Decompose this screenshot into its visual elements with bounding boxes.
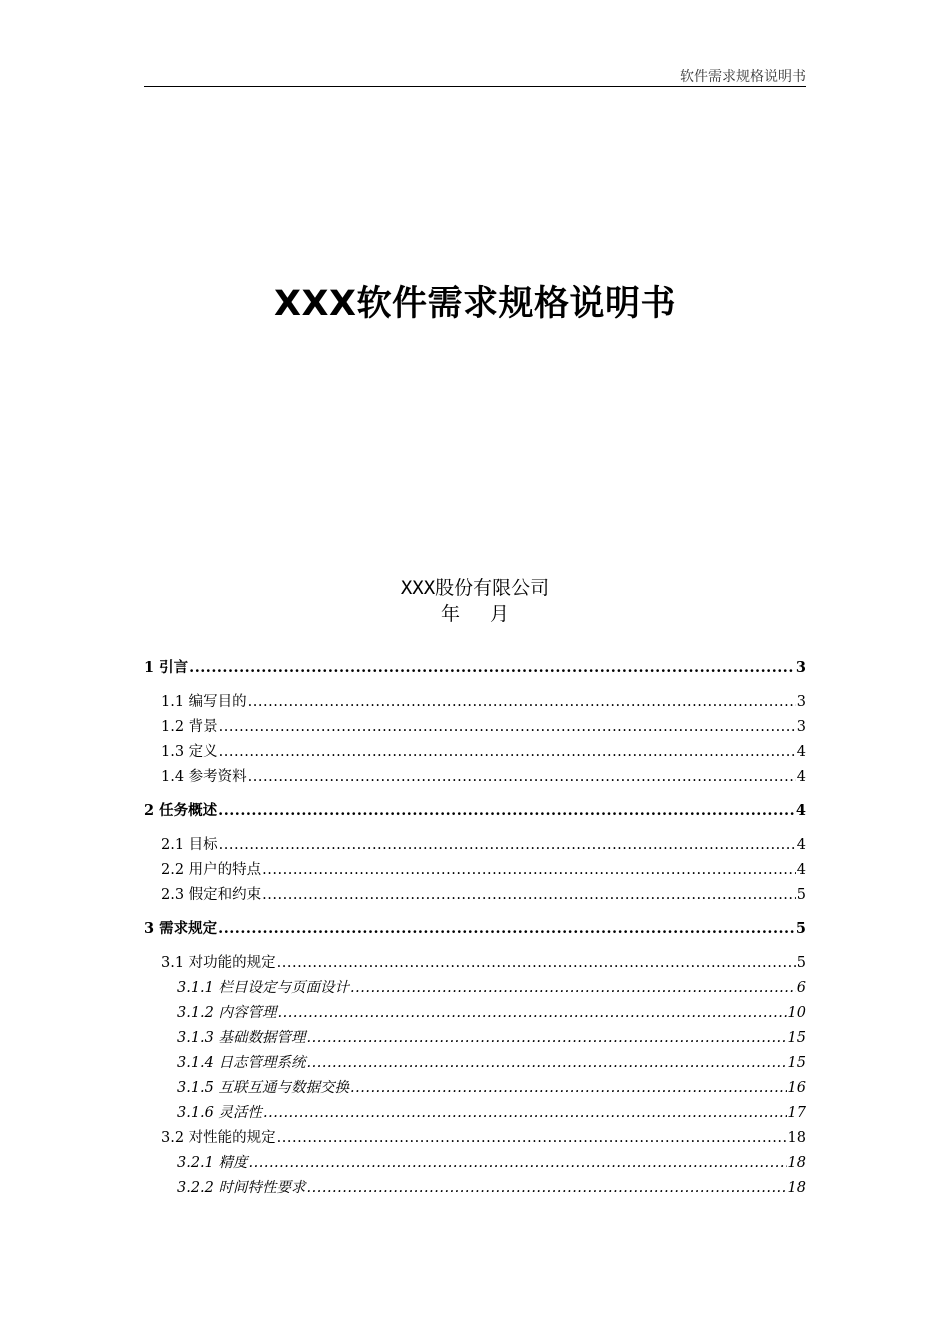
toc-entry[interactable] [144, 765, 806, 790]
toc-entry-label: 1 引言 [144, 659, 189, 676]
toc-entry-label: 3.1.6 灵活性 [177, 1105, 263, 1121]
toc-entry-label: 2.2 用户的特点 [161, 862, 262, 878]
toc-entry-page: 18 [787, 1130, 806, 1146]
toc-entry-label: 3.1.2 内容管理 [177, 1005, 277, 1021]
toc-leader-dots [262, 887, 796, 903]
toc-leader-dots [219, 837, 796, 853]
toc-entry-page: 3 [795, 659, 806, 676]
toc-entry-label: 1.2 背景 [161, 719, 218, 735]
toc-leader-dots [219, 719, 796, 735]
toc-entry-page: 18 [787, 1155, 806, 1171]
toc-entry-page: 18 [787, 1180, 806, 1196]
toc-entry-page: 4 [796, 837, 806, 853]
toc-entry-page: 6 [796, 980, 806, 996]
toc-leader-dots [307, 1180, 787, 1196]
toc-leader-dots [350, 980, 796, 996]
toc-entry-label: 2 任务概述 [144, 802, 218, 819]
toc-entry-page: 15 [787, 1030, 806, 1046]
toc-entry-page: 3 [796, 694, 806, 710]
toc-entry[interactable] [144, 715, 806, 740]
toc-leader-dots [307, 1030, 787, 1046]
toc-leader-dots [350, 1080, 787, 1096]
toc-entry-label: 3.2 对性能的规定 [161, 1130, 276, 1146]
running-header: 软件需求规格说明书 [680, 69, 806, 85]
toc-leader-dots [277, 955, 796, 971]
toc-entry-label: 1.1 编写目的 [161, 694, 247, 710]
toc-entry-page: 5 [795, 920, 806, 937]
toc-entry[interactable] [144, 1176, 806, 1201]
toc-entry-label: 2.1 目标 [161, 837, 218, 853]
toc-entry-label: 3.1 对功能的规定 [161, 955, 276, 971]
toc-leader-dots [277, 1130, 787, 1146]
toc-entry[interactable] [144, 1126, 806, 1151]
toc-leader-dots [218, 920, 795, 937]
toc-entry[interactable] [144, 1151, 806, 1176]
toc-entry-label: 3 需求规定 [144, 920, 218, 937]
toc-leader-dots [189, 659, 795, 676]
date-year: 年 [440, 603, 460, 625]
toc-entry[interactable] [144, 917, 806, 942]
toc-entry[interactable] [144, 1026, 806, 1051]
toc-entry[interactable] [144, 1076, 806, 1101]
toc-entry-label: 3.1.1 栏目设定与页面设计 [177, 980, 350, 996]
toc-entry-page: 4 [796, 744, 806, 760]
toc-entry[interactable] [144, 740, 806, 765]
table-of-contents [144, 656, 806, 1201]
toc-leader-dots [249, 1155, 787, 1171]
toc-entry-page: 5 [796, 955, 806, 971]
toc-leader-dots [219, 744, 796, 760]
toc-leader-dots [248, 769, 796, 785]
toc-entry[interactable] [144, 833, 806, 858]
toc-entry[interactable] [144, 690, 806, 715]
toc-leader-dots [263, 1105, 787, 1121]
toc-entry[interactable] [144, 799, 806, 824]
toc-entry-label: 1.4 参考资料 [161, 769, 247, 785]
date-month: 月 [490, 603, 510, 625]
toc-leader-dots [307, 1055, 787, 1071]
toc-leader-dots [218, 802, 795, 819]
toc-entry-page: 3 [796, 719, 806, 735]
toc-entry-label: 3.2.1 精度 [177, 1155, 248, 1171]
toc-entry-page: 4 [795, 802, 806, 819]
toc-entry-page: 4 [796, 769, 806, 785]
toc-entry-page: 17 [787, 1105, 806, 1121]
toc-entry[interactable] [144, 976, 806, 1001]
company-name: XXX股份有限公司 [400, 577, 550, 599]
toc-entry-label: 2.3 假定和约束 [161, 887, 262, 903]
toc-entry-page: 16 [787, 1080, 806, 1096]
toc-entry[interactable] [144, 883, 806, 908]
toc-entry[interactable] [144, 1001, 806, 1026]
toc-entry-label: 3.1.4 日志管理系统 [177, 1055, 306, 1071]
toc-entry-label: 3.1.5 互联互通与数据交换 [177, 1080, 350, 1096]
toc-entry[interactable] [144, 858, 806, 883]
toc-leader-dots [262, 862, 796, 878]
toc-entry[interactable] [144, 1051, 806, 1076]
toc-entry[interactable] [144, 1101, 806, 1126]
toc-entry-page: 15 [787, 1055, 806, 1071]
toc-entry-label: 1.3 定义 [161, 744, 218, 760]
toc-entry-label: 3.1.3 基础数据管理 [177, 1030, 306, 1046]
toc-entry-page: 4 [796, 862, 806, 878]
toc-entry-page: 10 [787, 1005, 806, 1021]
date-line [0, 599, 950, 626]
header-rule [144, 86, 806, 87]
toc-entry[interactable] [144, 656, 806, 681]
toc-entry-label: 3.2.2 时间特性要求 [177, 1180, 306, 1196]
toc-leader-dots [248, 694, 796, 710]
toc-leader-dots [278, 1005, 787, 1021]
toc-entry[interactable] [144, 951, 806, 976]
toc-entry-page: 5 [796, 887, 806, 903]
document-title: XXX软件需求规格说明书 [274, 284, 676, 324]
